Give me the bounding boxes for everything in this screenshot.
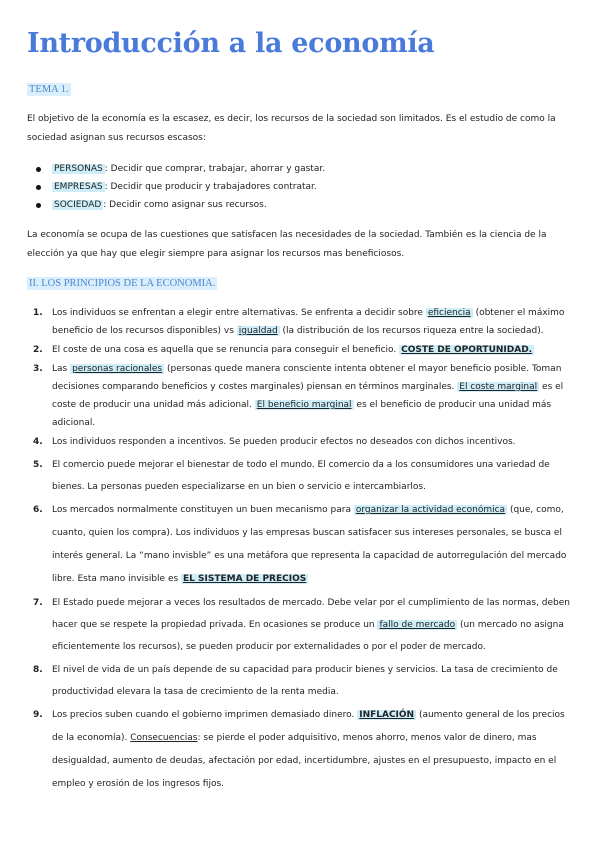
item-number: 1.	[33, 308, 43, 318]
item-number: 9.	[33, 710, 43, 720]
bullet-text: : Decidir que producir y trabajadores contratar.	[104, 182, 317, 192]
item-number: 2.	[33, 345, 43, 355]
item-text: Las	[52, 364, 71, 374]
section-label-tema1: TEMA 1.	[29, 84, 69, 95]
item-text: Los individuos se enfrentan a elegir entre alternativas. Se enfrenta a decidir sobre	[52, 308, 426, 318]
list-item	[27, 341, 575, 359]
bullet-text: : Decidir que comprar, trabajar, ahorrar y gastar.	[104, 164, 326, 174]
item-text: es el beneficio de producir una unidad más adicional.	[52, 400, 552, 428]
item-text: Los individuos responden a incentivos. Se pueden producir efectos no deseados con dichos incentivos.	[52, 437, 516, 447]
item-text: : se pierde el poder adquisitivo, menos ahorro, menos valor de dinero, mas desigualdad, aumento de deudas, afectación por edad, incertidumbre, ajustes en el presupuesto, impacto en el empleo y erosión de los ingresos fijos.	[52, 733, 557, 789]
closing-paragraph: La economía se ocupa de las cuestiones que satisfacen las necesidades de la sociedad. También es la ciencia de la elección ya que hay que elegir siempre para asignar los recursos mas beneficiosos.	[27, 230, 547, 259]
list-item	[27, 499, 575, 591]
item-text: (aumento general de los precios de la economía).	[52, 710, 565, 743]
term-personas: PERSONAS	[54, 164, 103, 174]
item-text: es el coste de producir una unidad más adicional.	[52, 382, 564, 410]
page-title: Introducción a la economía	[27, 28, 435, 59]
list-item	[27, 592, 575, 658]
list-item	[36, 160, 556, 178]
highlight-fallo-mercado: fallo de mercado	[379, 620, 456, 630]
highlight-inflacion: INFLACIÓN	[359, 710, 415, 720]
highlight-sistema-precios: EL SISTEMA DE PRECIOS	[183, 574, 307, 584]
list-item	[27, 659, 575, 703]
item-text: (la distribución de los recursos riqueza entre la sociedad).	[279, 326, 544, 336]
highlight-beneficio-marginal: El beneficio marginal	[256, 400, 352, 410]
list-item	[27, 704, 575, 796]
item-text: El coste de una cosa es aquella que se renuncia para conseguir el beneficio.	[52, 345, 400, 355]
highlight-organizar-actividad: organizar la actividad económica	[355, 505, 506, 515]
term-empresas: EMPRESAS	[54, 182, 103, 192]
item-number: 7.	[33, 598, 43, 608]
principles-list	[27, 304, 575, 796]
highlight-coste-oportunidad: COSTE DE OPORTUNIDAD.	[401, 345, 533, 355]
list-item	[27, 433, 575, 451]
list-item	[27, 360, 575, 432]
highlight-eficiencia: eficiencia	[427, 308, 471, 318]
list-item	[27, 304, 575, 340]
item-text: (un mercado no asigna eficientemente los recursos), se pueden producir por externalidades o por el poder de mercado.	[52, 620, 564, 652]
underline-consecuencias: Consecuencias	[130, 733, 198, 743]
bullet-text: : Decidir como asignar sus recursos.	[103, 200, 267, 210]
item-text: El nivel de vida de un país depende de su capacidad para producir bienes y servicios. La tasa de crecimiento de productividad elevara la tasa de crecimiento de la renta media.	[52, 665, 558, 697]
item-number: 3.	[33, 364, 43, 374]
actors-list	[36, 160, 556, 214]
item-text: (que, como, cuanto, quien los compra). Los individuos y las empresas buscan satisfacer sus intereses personales, se busca el interés general. La “mano invisble” es una metáfora que representa la capacidad de autorregulación del mercado libre. Esta mano invisible es	[52, 505, 567, 584]
list-item	[27, 454, 575, 498]
item-text: El Estado puede mejorar a veces los resultados de mercado. Debe velar por el cumplimiento de las normas, deben hacer que se respete la propiedad privada. En ocasiones se produce un	[52, 598, 571, 630]
item-number: 6.	[33, 505, 43, 515]
highlight-igualdad: igualdad	[238, 326, 278, 336]
section-label-principios: II. LOS PRINCIPIOS DE LA ECONOMIA.	[29, 278, 216, 289]
item-text: (obtener el máximo beneficio de los recursos disponibles) vs	[52, 308, 565, 336]
list-item	[36, 196, 556, 214]
item-text: (personas quede manera consciente intenta obtener el mayor beneficio posible. Toman decisiones comparando beneficios y costes marginales) piensan en términos marginales.	[52, 364, 562, 392]
intro-paragraph: El objetivo de la economía es la escasez, es decir, los recursos de la sociedad son limitados. Es el estudio de como la sociedad asignan sus recursos escasos:	[27, 114, 556, 143]
item-number: 5.	[33, 460, 43, 470]
item-text: Los mercados normalmente constituyen un buen mecanismo para	[52, 505, 354, 515]
highlight-coste-marginal: El coste marginal	[459, 382, 538, 392]
highlight-personas-racionales: personas racionales	[72, 364, 163, 374]
list-item	[36, 178, 556, 196]
item-text: El comercio puede mejorar el bienestar de todo el mundo. El comercio da a los consumidores una variedad de bienes. La personas pueden especializarse en un bien o servicio e intercambiarlos.	[52, 460, 550, 492]
term-sociedad: SOCIEDAD	[54, 200, 102, 210]
item-number: 8.	[33, 665, 43, 675]
item-number: 4.	[33, 437, 43, 447]
item-text: Los precios suben cuando el gobierno imprimen demasiado dinero.	[52, 710, 358, 720]
